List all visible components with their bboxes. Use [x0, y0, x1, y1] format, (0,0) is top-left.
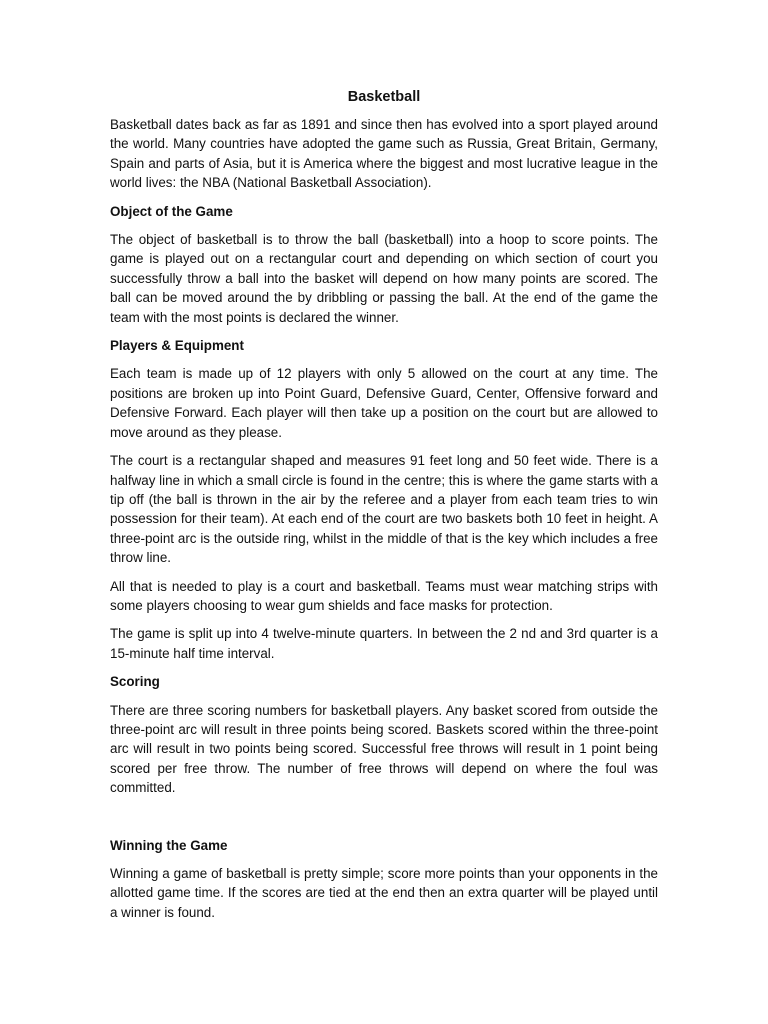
- object-of-game-heading: Object of the Game: [110, 203, 233, 219]
- intro-paragraph: Basketball dates back as far as 1891 and since then has evolved into a sport played around the world. Many countries have adopted the game such as Russia, Great Britain, Germany, Spain and parts of Asia, but it is America where the biggest and most lucrative league in the world lives: the NBA (National Basketball Association).: [110, 117, 658, 191]
- object-of-game-paragraph: The object of basketball is to throw the ball (basketball) into a hoop to score points. The game is played out on a rectangular court and depending on which section of court you successfully throw a ball into the basket will depend on how many points are scored. The ball can be moved around the by dribbling or passing the ball. At the end of the game the team with the most points is declared the winner.: [110, 232, 658, 325]
- players-paragraph-2: The court is a rectangular shaped and measures 91 feet long and 50 feet wide. There is a halfway line in which a small circle is found in the centre; this is where the game starts with a tip off (the ball is thrown in the air by the referee and a player from each team tries to win possession for their team). At each end of the court are two baskets both 10 feet in height. A three-point arc is the outside ring, whilst in the middle of that is the key which includes a free throw line.: [110, 453, 658, 566]
- winning-game-paragraph: Winning a game of basketball is pretty simple; score more points than your opponents in the allotted game time. If the scores are tied at the end then an extra quarter will be played until a winner is found.: [110, 866, 658, 920]
- scoring-paragraph: There are three scoring numbers for basketball players. Any basket scored from outside the three-point arc will result in three points being scored. Baskets scored within the three-point arc will result in two points being scored. Successful free throws will result in 1 point being scored per free throw. The number of free throws will depend on where the foul was committed.: [110, 702, 658, 796]
- document-body: [110, 88, 658, 931]
- document-title: Basketball: [347, 89, 421, 105]
- players-paragraph-1: Each team is made up of 12 players with only 5 allowed on the court at any time. The positions are broken up into Point Guard, Defensive Guard, Center, Offensive forward and Defensive Forward. Each player will then take up a position on the court but are allowed to move around as they please.: [110, 366, 658, 440]
- scoring-heading: Scoring: [110, 674, 160, 690]
- winning-game-heading: Winning the Game: [110, 837, 228, 853]
- players-paragraph-4: The game is split up into 4 twelve-minute quarters. In between the 2 nd and 3rd quarter is a 15-minute half time interval.: [110, 626, 658, 661]
- players-equipment-heading: Players & Equipment: [110, 338, 244, 354]
- players-paragraph-3: All that is needed to play is a court and basketball. Teams must wear matching strips with some players choosing to wear gum shields and face masks for protection.: [110, 578, 658, 613]
